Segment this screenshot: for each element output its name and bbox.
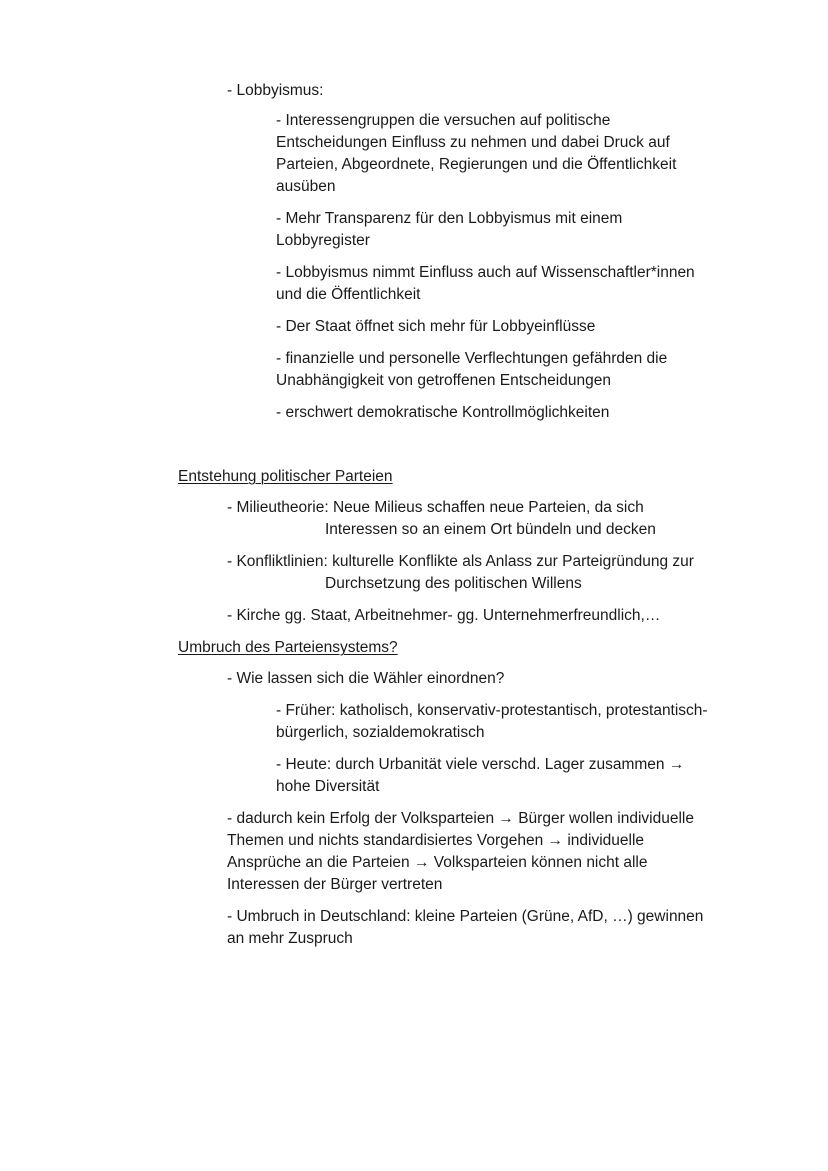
text-line: hohe Diversität — [276, 778, 380, 795]
text-line: Themen und nichts standardisiertes Vorgehen → individuelle — [227, 832, 645, 849]
text-line: - erschwert demokratische Kontrollmöglichkeiten — [276, 404, 610, 421]
text-line: ausüben — [276, 178, 336, 195]
text-line: - Interessengruppen die versuchen auf politische — [276, 112, 611, 129]
umbruch-heading: Umbruch des Parteiensystems? — [178, 639, 398, 656]
lobbyismus-heading: - Lobbyismus: — [227, 82, 324, 99]
entstehung-heading: Entstehung politischer Parteien — [178, 468, 393, 485]
text-line: Parteien, Abgeordnete, Regierungen und die Öffentlichkeit — [276, 156, 677, 173]
text-line: - Heute: durch Urbanität viele verschd. Lager zusammen → — [276, 756, 685, 773]
text-line: Durchsetzung des politischen Willens — [325, 575, 582, 592]
text-line: bürgerlich, sozialdemokratisch — [276, 724, 485, 741]
text-line: - Der Staat öffnet sich mehr für Lobbyeinflüsse — [276, 318, 596, 335]
text-line: Unabhängigkeit von getroffenen Entscheidungen — [276, 372, 611, 389]
text-line: Ansprüche an die Parteien → Volksparteien können nicht alle — [227, 854, 648, 871]
text-line: - Umbruch in Deutschland: kleine Parteien (Grüne, AfD, …) gewinnen — [227, 908, 704, 925]
text-line: Lobbyregister — [276, 232, 370, 249]
text-line: Interessen der Bürger vertreten — [227, 876, 443, 893]
text-line: Interessen so an einem Ort bündeln und decken — [325, 521, 656, 538]
text-line: - dadurch kein Erfolg der Volksparteien → Bürger wollen individuelle — [227, 810, 694, 827]
text-line: Entscheidungen Einfluss zu nehmen und dabei Druck auf — [276, 134, 670, 151]
text-line: - Früher: katholisch, konservativ-protestantisch, protestantisch- — [276, 702, 708, 719]
text-line: und die Öffentlichkeit — [276, 286, 421, 303]
text-line: - Lobbyismus nimmt Einfluss auch auf Wissenschaftler*innen — [276, 264, 695, 281]
text-line: - Konfliktlinien: kulturelle Konflikte als Anlass zur Parteigründung zur — [227, 553, 694, 570]
text-line: - Mehr Transparenz für den Lobbyismus mit einem — [276, 210, 623, 227]
kirche-staat-item: - Kirche gg. Staat, Arbeitnehmer- gg. Unternehmerfreundlich,… — [227, 607, 661, 624]
text-line: an mehr Zuspruch — [227, 930, 353, 947]
text-line: - finanzielle und personelle Verflechtungen gefährden die — [276, 350, 668, 367]
text-line: - Milieutheorie: Neue Milieus schaffen neue Parteien, da sich — [227, 499, 644, 516]
waehler-question: - Wie lassen sich die Wähler einordnen? — [227, 670, 505, 687]
